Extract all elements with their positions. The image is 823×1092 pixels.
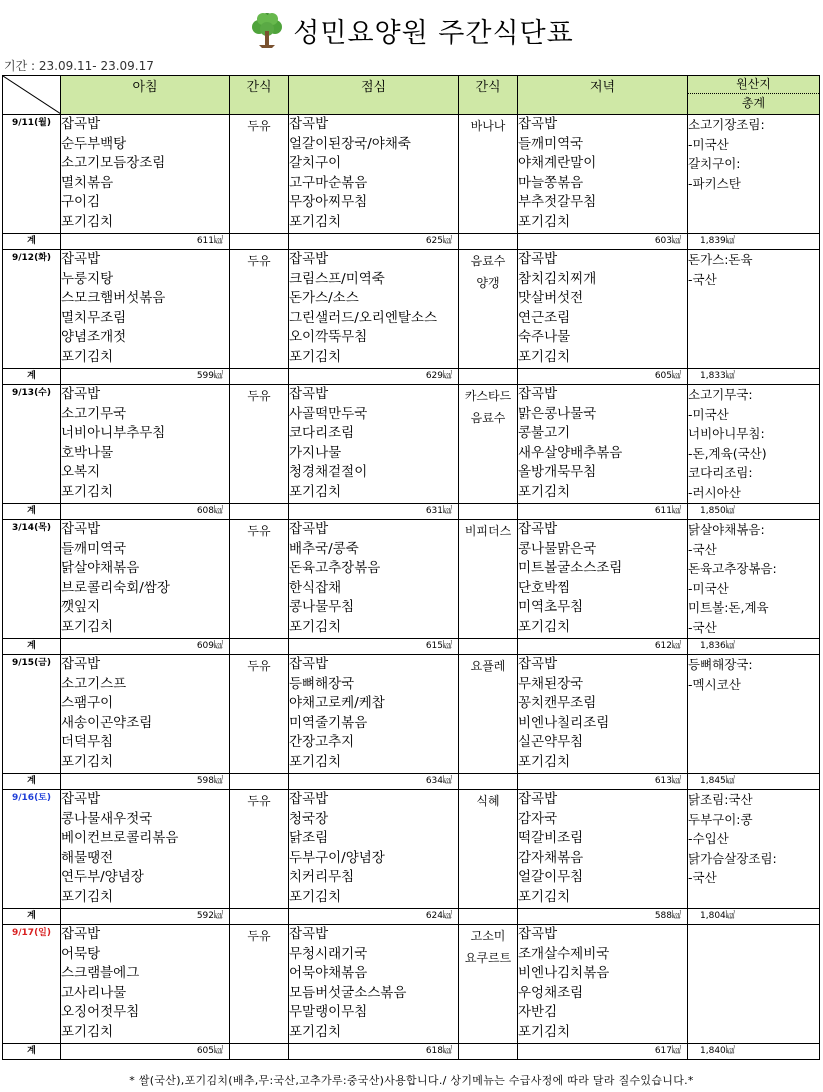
breakfast-cell-item: 오복지 [61, 464, 101, 480]
snack1-cell-item: 두유 [247, 794, 271, 808]
breakfast-cell-item: 포기김치 [61, 213, 114, 230]
diagonal-line [3, 76, 61, 114]
origin-cell-item: -국산 [688, 541, 717, 557]
origin-cell [688, 925, 820, 1044]
breakfast-kcal: 605㎉ [61, 1044, 230, 1060]
origin-cell-item: 등뼈해장국: [688, 657, 753, 672]
breakfast-cell-item: 잡곡밥 [61, 926, 101, 942]
snack2-cell-item: 비피더스 [464, 524, 512, 538]
dinner-cell-item: 포기김치 [518, 888, 571, 905]
breakfast-cell-item: 닭살야채볶음 [61, 560, 140, 576]
breakfast-cell-item: 잡곡밥 [61, 116, 101, 132]
dinner-cell-item: 무채된장국 [518, 675, 584, 692]
lunch-cell-item: 크림스프/미역죽 [289, 270, 385, 287]
dinner-cell-item: 단호박찜 [518, 579, 571, 596]
dinner-cell-item: 잡곡밥 [518, 791, 558, 807]
lunch-cell-item: 잡곡밥 [289, 251, 329, 267]
menu-table [2, 75, 820, 1060]
page-title: 성민요양원 주간식단표 [293, 17, 574, 49]
dinner-cell-item: 잡곡밥 [518, 116, 558, 132]
origin-cell-item: 갈치구이: [688, 156, 741, 171]
dinner-cell-item: 포기김치 [518, 483, 571, 500]
breakfast-cell-item: 소고기모듬장조림 [61, 155, 166, 171]
kcal-label: 계 [3, 774, 61, 790]
origin-cell-item: -미국산 [688, 580, 729, 596]
dinner-cell-item: 잡곡밥 [518, 926, 558, 942]
breakfast-cell-item: 포기김치 [61, 348, 114, 365]
origin-cell-item: 두부구이:콩 [688, 811, 753, 827]
day-row [3, 655, 820, 774]
col-origin-label: 원산지 [688, 76, 819, 94]
dinner-cell-item: 마늘쫑볶음 [518, 174, 584, 191]
breakfast-cell-item: 잡곡밥 [61, 656, 101, 672]
breakfast-kcal: 608㎉ [61, 504, 230, 520]
breakfast-cell-item: 잡곡밥 [61, 521, 101, 537]
kcal-snack-gap [459, 369, 518, 385]
snack2-cell-item: 식혜 [476, 794, 500, 808]
lunch-kcal: 615㎉ [289, 639, 459, 655]
snack1-cell [230, 520, 289, 639]
day-date: 9/12(화) [3, 250, 61, 369]
snack2-cell-item: 양갱 [476, 276, 500, 290]
total-kcal: 1,836㎉ [688, 639, 820, 655]
dinner-cell-item: 포기김치 [518, 753, 571, 770]
kcal-label: 계 [3, 909, 61, 925]
breakfast-kcal: 592㎉ [61, 909, 230, 925]
breakfast-cell-item: 호박나물 [61, 444, 114, 461]
kcal-snack-gap [459, 639, 518, 655]
dinner-cell [518, 655, 688, 774]
lunch-cell-item: 포기김치 [289, 1023, 342, 1040]
lunch-cell-item: 미역줄기볶음 [289, 714, 368, 731]
lunch-cell-item: 포기김치 [289, 213, 342, 230]
dinner-kcal: 612㎉ [518, 639, 688, 655]
dinner-kcal: 605㎉ [518, 369, 688, 385]
col-total-label: 총계 [741, 96, 766, 110]
dinner-cell-item: 꽁치캔무조림 [518, 695, 597, 711]
origin-cell [688, 790, 820, 909]
dinner-cell-item: 콩불고기 [518, 425, 571, 441]
col-dinner: 저녁 [518, 76, 688, 115]
snack2-cell-item: 요플레 [470, 659, 506, 673]
breakfast-cell-item: 새송이곤약조림 [61, 714, 153, 731]
dinner-cell-item: 포기김치 [518, 1023, 571, 1040]
origin-cell [688, 385, 820, 504]
dinner-cell-item: 미역초무침 [518, 599, 584, 615]
lunch-cell-item: 두부구이/양념장 [289, 849, 385, 866]
origin-cell-item: 돈가스:돈육 [688, 252, 753, 267]
total-kcal: 1,833㎉ [688, 369, 820, 385]
breakfast-kcal: 609㎉ [61, 639, 230, 655]
dinner-cell-item: 잡곡밥 [518, 656, 558, 672]
lunch-cell-item: 돈육고추장볶음 [289, 560, 381, 576]
lunch-kcal: 624㎉ [289, 909, 459, 925]
day-row [3, 115, 820, 234]
dinner-cell [518, 520, 688, 639]
dinner-cell-item: 들깨미역국 [518, 135, 584, 152]
breakfast-cell-item: 소고기무국 [61, 405, 127, 422]
total-kcal: 1,850㎉ [688, 504, 820, 520]
breakfast-cell-item: 누룽지탕 [61, 270, 114, 287]
corner-cell [3, 76, 61, 115]
snack2-cell-item: 음료수 [470, 254, 506, 268]
kcal-snack-gap [459, 774, 518, 790]
dinner-cell [518, 115, 688, 234]
kcal-label: 계 [3, 1044, 61, 1060]
breakfast-cell-item: 브로콜리숙회/쌈장 [61, 579, 170, 596]
col-origin [688, 76, 820, 115]
dinner-cell-item: 자반김 [518, 1004, 558, 1020]
origin-cell-item: -돈,계육(국산) [688, 445, 767, 461]
total-kcal: 1,840㎉ [688, 1044, 820, 1060]
origin-cell-item: -국산 [688, 271, 717, 287]
breakfast-cell [61, 115, 230, 234]
breakfast-cell-item: 들깨미역국 [61, 540, 127, 557]
lunch-cell [289, 115, 459, 234]
kcal-row [3, 774, 820, 790]
lunch-cell-item: 포기김치 [289, 888, 342, 905]
dinner-cell-item: 포기김치 [518, 213, 571, 230]
lunch-cell-item: 포기김치 [289, 618, 342, 635]
lunch-cell-item: 갈치구이 [289, 155, 342, 171]
breakfast-cell-item: 콩나물새우젓국 [61, 810, 153, 827]
breakfast-cell-item: 오징어젓무침 [61, 1004, 140, 1020]
dinner-cell [518, 925, 688, 1044]
day-row [3, 250, 820, 369]
snack2-cell [459, 250, 518, 369]
lunch-cell-item: 무장아찌무침 [289, 194, 368, 210]
snack2-cell-item: 바나나 [470, 119, 506, 133]
dinner-cell-item: 맛살버섯전 [518, 290, 584, 306]
dinner-cell-item: 실곤약무침 [518, 734, 584, 750]
day-date: 9/15(금) [3, 655, 61, 774]
dinner-cell-item: 맑은콩나물국 [518, 405, 597, 422]
snack2-cell [459, 385, 518, 504]
lunch-cell-item: 야채고로케/케찹 [289, 695, 385, 711]
kcal-label: 계 [3, 639, 61, 655]
lunch-cell-item: 포기김치 [289, 483, 342, 500]
breakfast-cell-item: 순두부백탕 [61, 135, 127, 152]
lunch-cell-item: 포기김치 [289, 348, 342, 365]
kcal-snack-gap [230, 639, 289, 655]
snack2-cell [459, 520, 518, 639]
day-row [3, 385, 820, 504]
total-kcal: 1,804㎉ [688, 909, 820, 925]
col-snack1: 간식 [230, 76, 289, 115]
kcal-snack-gap [459, 504, 518, 520]
origin-cell-item: -미국산 [688, 136, 729, 152]
total-kcal: 1,845㎉ [688, 774, 820, 790]
origin-cell-item: -파키스탄 [688, 175, 741, 191]
lunch-cell-item: 무말랭이무침 [289, 1004, 368, 1020]
dinner-kcal: 613㎉ [518, 774, 688, 790]
kcal-snack-gap [230, 909, 289, 925]
lunch-cell-item: 고구마순볶음 [289, 174, 368, 191]
dinner-cell [518, 790, 688, 909]
snack1-cell-item: 두유 [247, 119, 271, 133]
origin-cell-item: -수입산 [688, 831, 729, 846]
origin-cell-item: 미트볼:돈,계육 [688, 600, 769, 615]
day-date: 9/17(일) [3, 925, 61, 1044]
lunch-cell-item: 배추국/콩죽 [289, 540, 359, 557]
breakfast-cell-item: 잡곡밥 [61, 791, 101, 807]
lunch-cell-item: 무청시래기국 [289, 945, 368, 962]
kcal-snack-gap [230, 1044, 289, 1060]
breakfast-cell-item: 포기김치 [61, 1023, 114, 1040]
lunch-cell-item: 청경채겉절이 [289, 464, 368, 480]
origin-cell-item: -러시아산 [688, 484, 741, 500]
snack1-cell [230, 115, 289, 234]
lunch-cell-item: 그린샐러드/오리엔탈소스 [289, 309, 437, 326]
origin-cell-item: 닭가슴살장조림: [688, 850, 777, 866]
breakfast-cell [61, 385, 230, 504]
snack1-cell [230, 655, 289, 774]
tree-logo-icon [249, 11, 285, 49]
breakfast-cell-item: 포기김치 [61, 753, 114, 770]
kcal-row [3, 234, 820, 250]
lunch-cell-item: 간장고추지 [289, 734, 355, 750]
kcal-snack-gap [459, 234, 518, 250]
dinner-cell-item: 비엔나김치볶음 [518, 965, 610, 981]
lunch-cell-item: 치커리무침 [289, 869, 355, 885]
lunch-cell-item: 모듬버섯굴소스볶음 [289, 984, 407, 1001]
kcal-label: 계 [3, 234, 61, 250]
origin-cell-item: 소고기장조림: [688, 117, 765, 132]
snack1-cell [230, 385, 289, 504]
breakfast-cell [61, 250, 230, 369]
origin-cell-item: -멕시코산 [688, 676, 741, 692]
lunch-cell-item: 가지나물 [289, 444, 342, 461]
breakfast-cell-item: 해물땡전 [61, 849, 114, 866]
snack1-cell-item: 두유 [247, 524, 271, 538]
breakfast-kcal: 599㎉ [61, 369, 230, 385]
breakfast-cell-item: 포기김치 [61, 888, 114, 905]
lunch-cell [289, 925, 459, 1044]
dinner-kcal: 603㎉ [518, 234, 688, 250]
kcal-row [3, 909, 820, 925]
kcal-row [3, 504, 820, 520]
dinner-cell-item: 감자국 [518, 810, 558, 827]
origin-cell-item: 닭조림:국산 [688, 792, 753, 807]
breakfast-cell-item: 베이컨브로콜리볶음 [61, 830, 179, 846]
day-row [3, 925, 820, 1044]
snack2-cell [459, 925, 518, 1044]
origin-cell-item: 닭살야채볶음: [688, 522, 765, 537]
kcal-row [3, 639, 820, 655]
breakfast-cell-item: 너비아니부추무침 [61, 425, 166, 441]
dinner-cell-item: 미트볼굴소스조림 [518, 560, 623, 576]
breakfast-cell-item: 멸치무조림 [61, 309, 127, 326]
lunch-kcal: 625㎉ [289, 234, 459, 250]
kcal-snack-gap [230, 774, 289, 790]
day-date: 3/14(목) [3, 520, 61, 639]
lunch-cell-item: 청국장 [289, 810, 329, 827]
origin-cell-item: -국산 [688, 619, 717, 635]
lunch-cell [289, 790, 459, 909]
lunch-kcal: 634㎉ [289, 774, 459, 790]
lunch-cell-item: 어묵야채볶음 [289, 965, 368, 981]
lunch-kcal: 631㎉ [289, 504, 459, 520]
kcal-row [3, 369, 820, 385]
snack1-cell-item: 두유 [247, 389, 271, 403]
dinner-cell [518, 385, 688, 504]
snack2-cell-item: 고소미 [470, 929, 506, 943]
lunch-cell-item: 잡곡밥 [289, 386, 329, 402]
dinner-cell-item: 연근조림 [518, 309, 571, 326]
snack2-cell-item: 요쿠르트 [464, 951, 512, 965]
day-row [3, 790, 820, 909]
kcal-snack-gap [230, 234, 289, 250]
origin-cell [688, 520, 820, 639]
day-date: 9/13(수) [3, 385, 61, 504]
title-bar [0, 8, 823, 52]
origin-cell [688, 250, 820, 369]
breakfast-cell-item: 포기김치 [61, 483, 114, 500]
kcal-snack-gap [459, 909, 518, 925]
lunch-cell-item: 닭조림 [289, 830, 329, 846]
dinner-cell-item: 떡갈비조림 [518, 830, 584, 846]
breakfast-cell [61, 655, 230, 774]
dinner-kcal: 588㎉ [518, 909, 688, 925]
day-date: 9/11(월) [3, 115, 61, 234]
lunch-cell-item: 콩나물무침 [289, 599, 355, 615]
breakfast-cell-item: 깻잎지 [61, 599, 101, 615]
snack2-cell [459, 655, 518, 774]
col-snack2: 간식 [459, 76, 518, 115]
lunch-cell-item: 오이깍뚝무침 [289, 329, 368, 345]
dinner-kcal: 617㎉ [518, 1044, 688, 1060]
origin-cell-item: 소고기무국: [688, 387, 753, 402]
dinner-cell-item: 우엉채조림 [518, 984, 584, 1001]
breakfast-kcal: 611㎉ [61, 234, 230, 250]
dinner-cell-item: 올방개묵무침 [518, 464, 597, 480]
snack1-cell [230, 925, 289, 1044]
kcal-snack-gap [459, 1044, 518, 1060]
origin-cell-item: -국산 [688, 870, 717, 885]
lunch-cell-item: 코다리조림 [289, 425, 355, 441]
dinner-cell-item: 감자채볶음 [518, 849, 584, 866]
origin-cell-item: 돈육고추장볶음: [688, 561, 777, 576]
breakfast-cell-item: 더덕무침 [61, 734, 114, 750]
lunch-kcal: 618㎉ [289, 1044, 459, 1060]
snack2-cell [459, 115, 518, 234]
dinner-cell-item: 포기김치 [518, 618, 571, 635]
breakfast-cell-item: 스팸구이 [61, 695, 114, 711]
dinner-cell [518, 250, 688, 369]
col-lunch: 점심 [289, 76, 459, 115]
breakfast-cell-item: 스크램블에그 [61, 965, 140, 981]
breakfast-cell-item: 포기김치 [61, 618, 114, 635]
snack2-cell [459, 790, 518, 909]
snack1-cell [230, 790, 289, 909]
lunch-cell [289, 655, 459, 774]
lunch-cell-item: 돈가스/소스 [289, 290, 359, 306]
breakfast-cell-item: 잡곡밥 [61, 386, 101, 402]
dinner-cell-item: 숙주나물 [518, 329, 571, 345]
lunch-cell-item: 잡곡밥 [289, 791, 329, 807]
dinner-cell-item: 잡곡밥 [518, 521, 558, 537]
breakfast-cell-item: 잡곡밥 [61, 251, 101, 267]
snack1-cell-item: 두유 [247, 254, 271, 268]
day-date: 9/16(토) [3, 790, 61, 909]
breakfast-cell-item: 소고기스프 [61, 675, 127, 692]
breakfast-cell [61, 925, 230, 1044]
total-kcal: 1,839㎉ [688, 234, 820, 250]
breakfast-cell-item: 멸치볶음 [61, 174, 114, 191]
lunch-cell-item: 잡곡밥 [289, 926, 329, 942]
dinner-cell-item: 비엔나칠리조림 [518, 714, 610, 731]
snack2-cell-item: 카스타드 [464, 389, 512, 403]
breakfast-cell-item: 구이김 [61, 194, 101, 210]
lunch-cell [289, 385, 459, 504]
breakfast-cell-item: 연두부/양념장 [61, 869, 144, 885]
footnote: * 쌀(국산),포기김치(배추,무:국산,고추가루:중국산)사용합니다./ 상기메뉴는 수급사정에 따라 달라 질수있습니다.* [129, 1074, 694, 1087]
breakfast-cell [61, 520, 230, 639]
dinner-cell-item: 얼갈이무침 [518, 869, 584, 885]
lunch-cell-item: 포기김치 [289, 753, 342, 770]
snack1-cell-item: 두유 [247, 659, 271, 673]
kcal-row [3, 1044, 820, 1060]
snack1-cell [230, 250, 289, 369]
dinner-cell-item: 콩나물맑은국 [518, 540, 597, 557]
col-breakfast: 아침 [61, 76, 230, 115]
lunch-cell-item: 등뼈해장국 [289, 675, 355, 692]
dinner-cell-item: 포기김치 [518, 348, 571, 365]
breakfast-cell [61, 790, 230, 909]
dinner-kcal: 611㎉ [518, 504, 688, 520]
breakfast-cell-item: 양념조개젓 [61, 329, 127, 345]
breakfast-kcal: 598㎉ [61, 774, 230, 790]
kcal-label: 계 [3, 369, 61, 385]
breakfast-cell-item: 스모크햄버섯볶음 [61, 290, 166, 306]
lunch-cell-item: 한식잡채 [289, 579, 342, 596]
dinner-cell-item: 부추젓갈무침 [518, 194, 597, 210]
lunch-cell-item: 얼갈이된장국/야채죽 [289, 135, 411, 152]
kcal-snack-gap [230, 369, 289, 385]
period-label: 기간 : 23.09.11- 23.09.17 [4, 59, 154, 73]
breakfast-cell-item: 어묵탕 [61, 945, 101, 962]
dinner-cell-item: 참치김치찌개 [518, 270, 597, 287]
kcal-label: 계 [3, 504, 61, 520]
origin-cell [688, 115, 820, 234]
origin-cell [688, 655, 820, 774]
dinner-cell-item: 잡곡밥 [518, 386, 558, 402]
lunch-cell-item: 사골떡만두국 [289, 405, 368, 422]
dinner-cell-item: 조개살수제비국 [518, 945, 610, 962]
day-row [3, 520, 820, 639]
lunch-cell [289, 250, 459, 369]
lunch-cell-item: 잡곡밥 [289, 116, 329, 132]
dinner-cell-item: 야채계란말이 [518, 155, 597, 171]
snack2-cell-item: 음료수 [470, 411, 506, 425]
breakfast-cell-item: 고사리나물 [61, 984, 127, 1001]
lunch-cell [289, 520, 459, 639]
lunch-cell-item: 잡곡밥 [289, 521, 329, 537]
origin-cell-item: 코다리조림: [688, 465, 753, 480]
dinner-cell-item: 잡곡밥 [518, 251, 558, 267]
dinner-cell-item: 새우살양배추볶음 [518, 444, 623, 461]
origin-cell-item: 너비아니무침: [688, 426, 765, 441]
lunch-cell-item: 잡곡밥 [289, 656, 329, 672]
snack1-cell-item: 두유 [247, 929, 271, 943]
lunch-kcal: 629㎉ [289, 369, 459, 385]
kcal-snack-gap [230, 504, 289, 520]
origin-cell-item: -미국산 [688, 406, 729, 422]
